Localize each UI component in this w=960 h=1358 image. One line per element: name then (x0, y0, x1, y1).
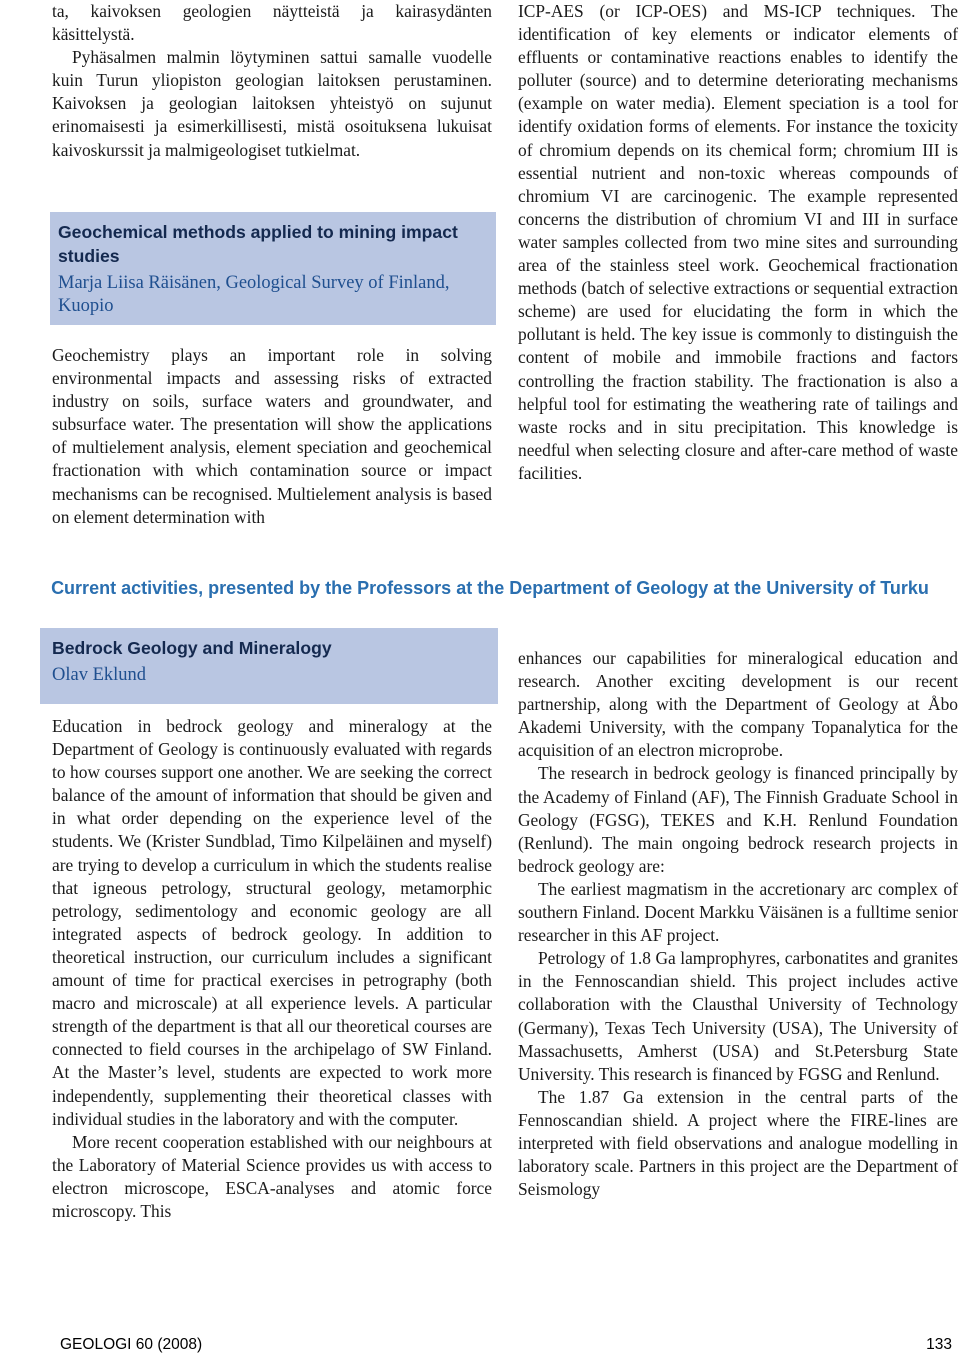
journal-footer: GEOLOGI 60 (2008) (60, 1336, 203, 1353)
right-column-top (518, 0, 958, 485)
article-author: Olav Eklund (52, 665, 147, 685)
paragraph: The 1.87 Ga extension in the central parts of the Fennoscandian shield. A project where the FIRE-lines are interpreted with field observations and analogue modelling in laboratory scale. Partners in this project are the Department of Seismology (518, 1086, 958, 1200)
article-title: Geochemical methods applied to mining impact studies (58, 222, 458, 266)
article-header-box (40, 628, 498, 704)
paragraph: Pyhäsalmen malmin löytyminen sattui samalle vuodelle kuin Turun yliopiston geologian laitoksen perustaminen. Kaivoksen ja geologian laitoksen yhteistyö on sujunut erinomaisesti ja esimerkillisesti, mistä osoituksena lukuisat kaivoskurssit ja malmigeologiset tutkielmat. (52, 47, 492, 160)
paragraph: Geochemistry plays an important role in solving environmental impacts and assessing risks of extracted industry on soils, surface waters and groundwater, and subsurface water. The presentation will show the applications of multielement analysis, element speciation and geochemical fractionation with which contamination source or impact mechanisms can be recognised. Multielement analysis is based on element determination with (52, 345, 492, 527)
paragraph: ICP-AES (or ICP-OES) and MS-ICP techniques. The identification of key elements or indicator elements of effluents or contaminative reactions enables to identify the polluter (source) and to determine deteriorating mechanisms (example on water media). Element speciation is a tool for identify oxidation forms of elements. For instance the toxicity of chromium depends on its chemical form; chromium III is essential nutrient and non-toxic whereas compounds of chromium VI are carcinogenic. The example represented concerns the distribution of chromium VI and III in surface water samples collected from two mine sites and surrounding area of the stainless steel work. Geochemical fractionation methods (batch of selective extractions or sequential extraction scheme) are used for elucidating the form in which the pollutant is held. The key issue is commonly to distinguish the content of mobile and immobile fractions and factors controlling the fraction stability. The fractionation is also a helpful tool for estimating the weathering rate of tailings and waste rocks and in situ precipitation. This knowledge is needful when selecting closure and after-care method of waste facilities. (518, 1, 958, 483)
paragraph: More recent cooperation established with our neighbours at the Laboratory of Material Science provides us with access to electron microscope, ESCA-analyses and atomic force microscopy. This (52, 1131, 492, 1221)
paragraph: Petrology of 1.8 Ga lamprophyres, carbonatites and granites in the Fennoscandian shield. This project includes active collaboration with the Clausthal University of Technology (Germany), Texas Tech University (USA), The University of Massachusetts, Amherst (USA) and St.Petersburg State University. This research is financed by FGSG and Renlund. (518, 948, 958, 1084)
paragraph: The earliest magmatism in the accretionary arc complex of southern Finland. Docent Markku Väisänen is a fulltime senior researcher in this AF project. (518, 878, 958, 946)
section-heading: Current activities, presented by the Professors at the Department of Geology at the University of Turku (51, 578, 929, 598)
paragraph: ta, kaivoksen geologien näytteistä ja kairasydänten käsittelystä. (52, 1, 492, 45)
paragraph: The research in bedrock geology is financed principally by the Academy of Finland (AF), The Finnish Graduate School in Geology (FGSG), TEKES and K.H. Renlund Foundation (Renlund). The main ongoing bedrock research projects in bedrock geology are: (518, 763, 958, 876)
paragraph: enhances our capabilities for mineralogical education and research. Another exciting development is our recent partnership, along with the Department of Geology at Åbo Akademi University, with the company Topanalytica for the acquisition of an electron microprobe. (518, 648, 958, 761)
article-header-box (50, 212, 496, 325)
paragraph: Education in bedrock geology and mineralogy at the Department of Geology is continuously evaluated with regards to how courses support one another. We are seeking the correct balance of the amount of information that should be given and in what order depending on the experience level of the students. We (Krister Sundblad, Timo Kilpeläinen and myself) are trying to develop a curriculum in which the students realise that igneous petrology, structural geology, metamorphic petrology, sedimentology and economic geology are all integrated aspects of bedrock geology. In addition to theoretical instruction, our curriculum includes a significant amount of time for practical exercises in petrography (both macro and microscale) at all experience levels. A particular strength of the department is that all our theoretical courses are connected to field courses in the archipelago of SW Finland. At the Master’s level, students are expected to work more independently, supplementing their theoretical classes with individual studies in the laboratory and with the computer. (52, 716, 492, 1129)
page-number: 133 (926, 1336, 952, 1353)
bedrock-article (52, 628, 492, 1223)
article-title: Bedrock Geology and Mineralogy (52, 638, 332, 658)
right-column-bottom (518, 647, 958, 1201)
left-column-top (52, 0, 492, 162)
article-author: Marja Liisa Räisänen, Geological Survey of Finland, Kuopio (58, 273, 450, 316)
geochem-article (52, 212, 492, 529)
